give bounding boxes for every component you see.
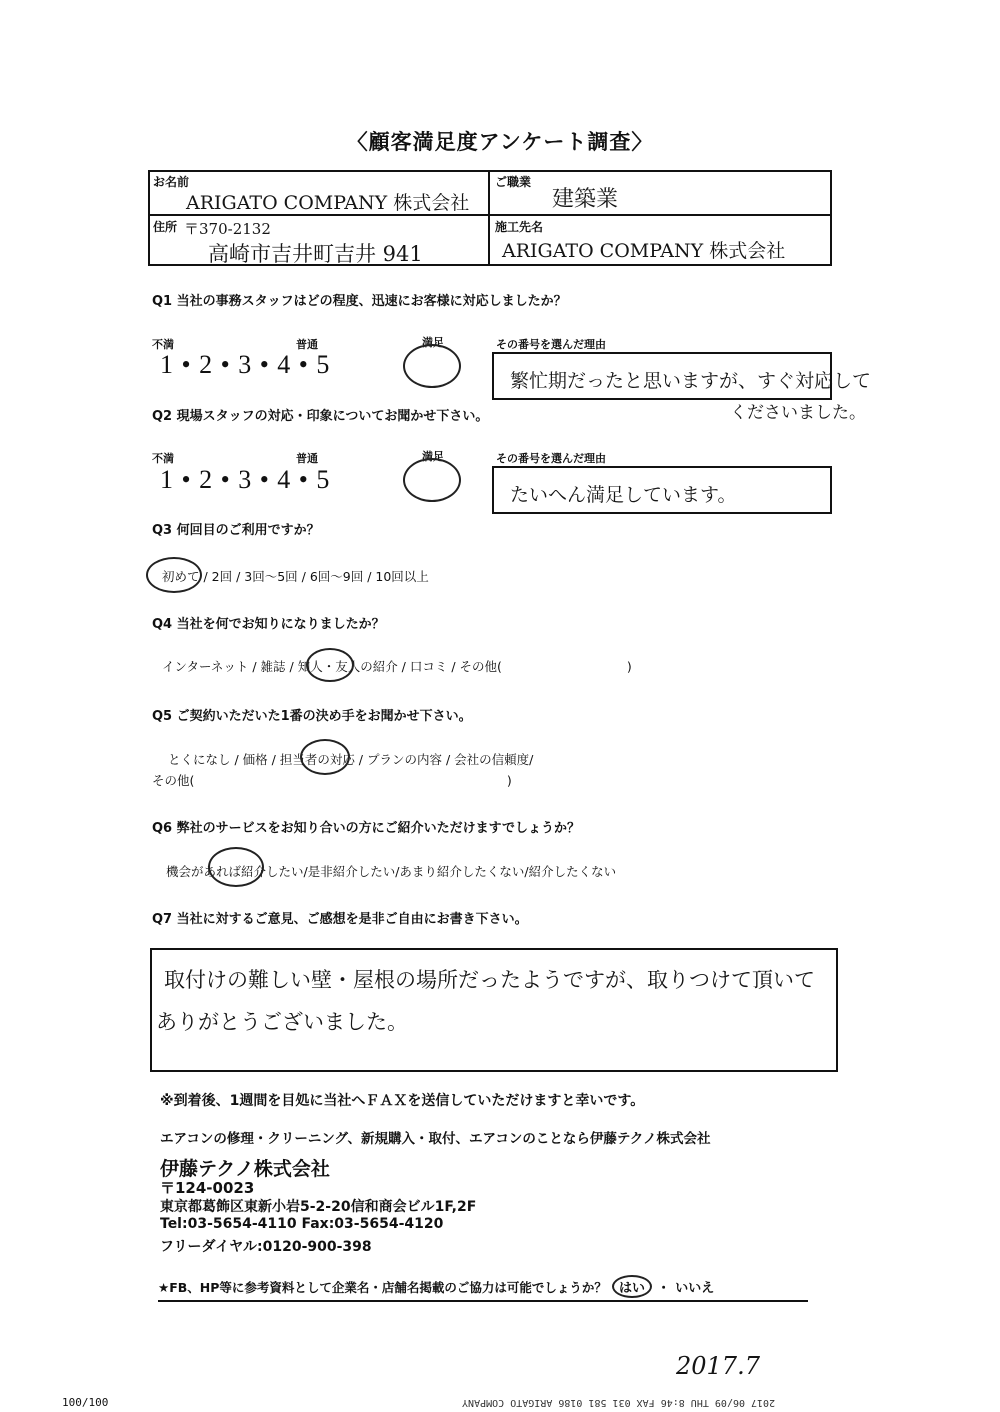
q2-reason-box bbox=[492, 466, 832, 514]
q5-question: Q5 ご契約いただいた1番の決め手をお聞かせ下さい。 bbox=[152, 709, 472, 724]
company-freedial: フリーダイヤル:0120-900-398 bbox=[160, 1239, 372, 1255]
q4-question: Q4 当社を何でお知りになりましたか？ bbox=[152, 617, 385, 632]
consent-yes[interactable]: はい bbox=[612, 1275, 652, 1298]
q3-selected-circle bbox=[146, 557, 202, 593]
name-value: ARIGATO COMPANY 株式会社 bbox=[186, 192, 470, 214]
q5-options: とくになし / 価格 / 担当者の対応 / プランの内容 / 会社の信頼度/ bbox=[168, 752, 534, 767]
q2-reason-line1: たいへん満足しています。 bbox=[510, 484, 737, 506]
q7-answer-box bbox=[150, 948, 838, 1072]
site-value: ARIGATO COMPANY 株式会社 bbox=[502, 240, 786, 262]
q1-mid-label: 普通 bbox=[296, 338, 318, 351]
q2-low-label: 不満 bbox=[152, 452, 174, 465]
q6-options: 機会があれば紹介したい/是非紹介したい/あまり紹介したくない/紹介したくない bbox=[166, 864, 617, 879]
postal-value: 〒370-2132 bbox=[184, 220, 271, 238]
company-address: 東京都葛飾区東新小岩5-2-20信和商会ビル1F,2F bbox=[160, 1199, 477, 1215]
q7-question: Q7 当社に対するご意見、ご感想を是非ご自由にお書き下さい。 bbox=[152, 912, 528, 927]
q1-reason-line1: 繁忙期だったと思いますが、すぐ対応して bbox=[510, 370, 872, 392]
q5-selected-circle bbox=[300, 739, 350, 775]
address-label: 住所 bbox=[153, 220, 178, 234]
q1-low-label: 不満 bbox=[152, 338, 174, 351]
consent-no[interactable]: いいえ bbox=[675, 1281, 715, 1296]
info-site-cell bbox=[488, 214, 832, 266]
q1-reason-line2: くださいました。 bbox=[730, 403, 866, 423]
q1-reason-label: その番号を選んだ理由 bbox=[496, 338, 606, 351]
fax-transmission-header: 2017 06/09 THU 8:46 FAX 031 581 0186 ARIGATO COMPANY bbox=[462, 1397, 776, 1408]
q7-answer-line1: 取付けの難しい壁・屋根の場所だったようですが、取りつけて頂いて bbox=[164, 968, 815, 992]
fax-note: ※到着後、1週間を目処に当社へＦＡＸを送信していただけますと幸いです。 bbox=[160, 1093, 645, 1109]
site-label: 施工先名 bbox=[495, 220, 544, 234]
handwritten-date: 2017.7 bbox=[676, 1352, 760, 1380]
q6-question: Q6 弊社のサービスをお知り合いの方にご紹介いただけますでしょうか？ bbox=[152, 821, 581, 836]
q1-question: Q1 当社の事務スタッフはどの程度、迅速にお客様に対応しましたか？ bbox=[152, 294, 567, 309]
q2-reason-label: その番号を選んだ理由 bbox=[496, 452, 606, 465]
q7-answer-line2: ありがとうございました。 bbox=[156, 1010, 408, 1034]
industry-label: ご職業 bbox=[495, 175, 532, 189]
consent-question: ★FB、HP等に参考資料として企業名・店舗名掲載のご協力は可能でしょうか？ bbox=[158, 1280, 607, 1295]
q5-other: その他( ) bbox=[152, 773, 512, 788]
q2-mid-label: 普通 bbox=[296, 452, 318, 465]
company-tagline: エアコンの修理・クリーニング、新規購入・取付、エアコンのことなら伊藤テクノ株式会社 bbox=[160, 1131, 711, 1147]
info-industry-cell bbox=[488, 170, 832, 216]
q1-scale: 1 • 2 • 3 • 4 • 5 bbox=[160, 350, 331, 379]
consent-row bbox=[158, 1275, 808, 1302]
company-name: 伊藤テクノ株式会社 bbox=[160, 1158, 330, 1180]
q6-selected-circle bbox=[208, 847, 264, 887]
name-label: お名前 bbox=[153, 175, 190, 189]
q3-options: 初めて / 2回 / 3回～5回 / 6回～9回 / 10回以上 bbox=[162, 569, 429, 584]
q2-scale: 1 • 2 • 3 • 4 • 5 bbox=[160, 465, 331, 494]
q2-question: Q2 現場スタッフの対応・印象についてお聞かせ下さい。 bbox=[152, 409, 489, 424]
q1-high-label: 満足 bbox=[422, 336, 444, 349]
q3-question: Q3 何回目のご利用ですか？ bbox=[152, 523, 320, 538]
q2-selected-circle bbox=[403, 458, 461, 502]
q4-options: インターネット / 雑誌 / 知人・友人の紹介 / 口コミ / その他( ) bbox=[162, 659, 632, 674]
q4-selected-circle bbox=[306, 648, 354, 682]
q1-selected-circle bbox=[403, 344, 461, 388]
fax-page-counter: 100/100 bbox=[62, 1396, 109, 1409]
page-title: 〈顧客満足度アンケート調査〉 bbox=[346, 130, 654, 154]
consent-separator: ・ bbox=[657, 1281, 671, 1296]
q1-reason-box bbox=[492, 352, 872, 400]
industry-value: 建築業 bbox=[552, 187, 619, 212]
info-name-cell bbox=[148, 170, 490, 216]
q2-high-label: 満足 bbox=[422, 450, 444, 463]
info-address-cell bbox=[148, 214, 490, 266]
address-value: 高崎市吉井町吉井 941 bbox=[208, 242, 423, 266]
company-postal: 〒124-0023 bbox=[160, 1179, 255, 1197]
company-tel-fax: Tel:03-5654-4110 Fax:03-5654-4120 bbox=[160, 1216, 444, 1232]
